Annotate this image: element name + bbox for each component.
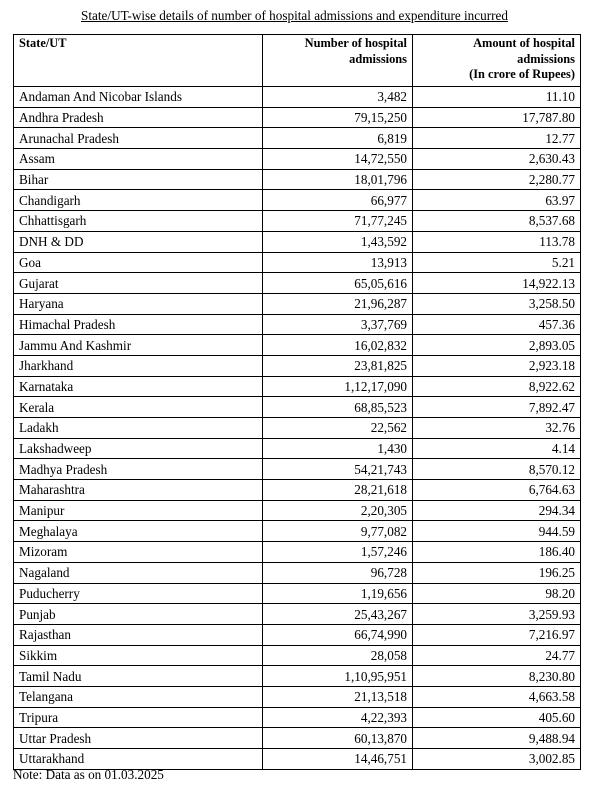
cell-admissions: 28,21,618 — [263, 480, 413, 501]
cell-state: Uttar Pradesh — [14, 728, 263, 749]
table-row — [14, 583, 581, 604]
header-admissions-line1: Number of hospital — [304, 36, 407, 50]
cell-amount: 4,663.58 — [413, 686, 581, 707]
table-title: State/UT-wise details of number of hospital admissions and expenditure incurred — [81, 8, 508, 23]
table-row — [14, 252, 581, 273]
cell-amount: 17,787.80 — [413, 107, 581, 128]
cell-state: Maharashtra — [14, 480, 263, 501]
cell-amount: 5.21 — [413, 252, 581, 273]
cell-state: Karnataka — [14, 376, 263, 397]
cell-admissions: 68,85,523 — [263, 397, 413, 418]
table-row — [14, 728, 581, 749]
cell-admissions: 1,12,17,090 — [263, 376, 413, 397]
footnote: Note: Data as on 01.03.2025 — [13, 767, 164, 782]
cell-state: Punjab — [14, 604, 263, 625]
table-row — [14, 480, 581, 501]
cell-amount: 8,570.12 — [413, 459, 581, 480]
cell-state: Mizoram — [14, 542, 263, 563]
cell-amount: 3,259.93 — [413, 604, 581, 625]
cell-admissions: 18,01,796 — [263, 169, 413, 190]
cell-admissions: 1,430 — [263, 438, 413, 459]
cell-admissions: 54,21,743 — [263, 459, 413, 480]
table-row — [14, 128, 581, 149]
table-row — [14, 376, 581, 397]
cell-amount: 24.77 — [413, 645, 581, 666]
header-amount-line3: (In crore of Rupees) — [469, 67, 575, 81]
cell-amount: 12.77 — [413, 128, 581, 149]
cell-state: Chandigarh — [14, 190, 263, 211]
cell-admissions: 3,37,769 — [263, 314, 413, 335]
cell-state: Telangana — [14, 686, 263, 707]
cell-state: Jammu And Kashmir — [14, 335, 263, 356]
cell-admissions: 66,977 — [263, 190, 413, 211]
cell-admissions: 16,02,832 — [263, 335, 413, 356]
cell-state: Andhra Pradesh — [14, 107, 263, 128]
table-row — [14, 211, 581, 232]
cell-state: Rajasthan — [14, 624, 263, 645]
cell-amount: 7,216.97 — [413, 624, 581, 645]
cell-admissions: 60,13,870 — [263, 728, 413, 749]
table-row — [14, 169, 581, 190]
cell-amount: 405.60 — [413, 707, 581, 728]
cell-state: Ladakh — [14, 418, 263, 439]
cell-state: Assam — [14, 149, 263, 170]
table-body — [14, 87, 581, 770]
cell-amount: 11.10 — [413, 87, 581, 108]
cell-amount: 196.25 — [413, 562, 581, 583]
cell-state: Jharkhand — [14, 355, 263, 376]
cell-state: Nagaland — [14, 562, 263, 583]
cell-state: Kerala — [14, 397, 263, 418]
table-header — [14, 35, 581, 87]
table-row — [14, 500, 581, 521]
table-row — [14, 397, 581, 418]
table-row — [14, 190, 581, 211]
table-row — [14, 87, 581, 108]
cell-amount: 8,537.68 — [413, 211, 581, 232]
cell-admissions: 2,20,305 — [263, 500, 413, 521]
cell-state: Uttarakhand — [14, 749, 263, 770]
table-row — [14, 335, 581, 356]
table-row — [14, 314, 581, 335]
cell-amount: 14,922.13 — [413, 273, 581, 294]
cell-state: Madhya Pradesh — [14, 459, 263, 480]
cell-state: Sikkim — [14, 645, 263, 666]
table-row — [14, 624, 581, 645]
table-row — [14, 604, 581, 625]
cell-state: Bihar — [14, 169, 263, 190]
table-row — [14, 542, 581, 563]
cell-amount: 8,230.80 — [413, 666, 581, 687]
cell-admissions: 14,46,751 — [263, 749, 413, 770]
table-row — [14, 707, 581, 728]
cell-state: Meghalaya — [14, 521, 263, 542]
table-row — [14, 459, 581, 480]
cell-admissions: 4,22,393 — [263, 707, 413, 728]
cell-amount: 3,002.85 — [413, 749, 581, 770]
table-row — [14, 686, 581, 707]
cell-admissions: 21,96,287 — [263, 293, 413, 314]
cell-admissions: 79,15,250 — [263, 107, 413, 128]
cell-state: Tamil Nadu — [14, 666, 263, 687]
table-row — [14, 355, 581, 376]
cell-amount: 2,280.77 — [413, 169, 581, 190]
cell-admissions: 28,058 — [263, 645, 413, 666]
cell-admissions: 1,43,592 — [263, 231, 413, 252]
cell-admissions: 1,19,656 — [263, 583, 413, 604]
cell-admissions: 25,43,267 — [263, 604, 413, 625]
cell-admissions: 66,74,990 — [263, 624, 413, 645]
cell-amount: 2,893.05 — [413, 335, 581, 356]
table-row — [14, 273, 581, 294]
cell-state: Tripura — [14, 707, 263, 728]
cell-state: Gujarat — [14, 273, 263, 294]
cell-amount: 944.59 — [413, 521, 581, 542]
table-row — [14, 521, 581, 542]
cell-amount: 6,764.63 — [413, 480, 581, 501]
cell-amount: 457.36 — [413, 314, 581, 335]
cell-amount: 98.20 — [413, 583, 581, 604]
cell-amount: 2,923.18 — [413, 355, 581, 376]
cell-state: Andaman And Nicobar Islands — [14, 87, 263, 108]
cell-amount: 7,892.47 — [413, 397, 581, 418]
cell-amount: 294.34 — [413, 500, 581, 521]
header-amount-line1: Amount of hospital — [473, 36, 575, 50]
cell-amount: 32.76 — [413, 418, 581, 439]
cell-admissions: 9,77,082 — [263, 521, 413, 542]
cell-amount: 9,488.94 — [413, 728, 581, 749]
cell-admissions: 13,913 — [263, 252, 413, 273]
cell-state: Goa — [14, 252, 263, 273]
cell-admissions: 1,10,95,951 — [263, 666, 413, 687]
cell-state: Haryana — [14, 293, 263, 314]
cell-state: Puducherry — [14, 583, 263, 604]
admissions-table — [13, 34, 581, 770]
header-amount-line2: admissions — [517, 51, 575, 66]
header-admissions-line2: admissions — [349, 51, 407, 66]
cell-amount: 113.78 — [413, 231, 581, 252]
cell-admissions: 71,77,245 — [263, 211, 413, 232]
header-amount — [413, 35, 581, 87]
cell-admissions: 96,728 — [263, 562, 413, 583]
cell-amount: 63.97 — [413, 190, 581, 211]
header-row — [14, 35, 581, 87]
cell-admissions: 21,13,518 — [263, 686, 413, 707]
cell-state: Arunachal Pradesh — [14, 128, 263, 149]
table-row — [14, 107, 581, 128]
cell-state: Himachal Pradesh — [14, 314, 263, 335]
header-state: State/UT — [14, 35, 263, 87]
table-row — [14, 418, 581, 439]
table-row — [14, 149, 581, 170]
table-row — [14, 562, 581, 583]
table-row — [14, 231, 581, 252]
cell-admissions: 22,562 — [263, 418, 413, 439]
header-admissions — [263, 35, 413, 87]
cell-admissions: 65,05,616 — [263, 273, 413, 294]
cell-amount: 3,258.50 — [413, 293, 581, 314]
table-row — [14, 438, 581, 459]
cell-admissions: 14,72,550 — [263, 149, 413, 170]
table-row — [14, 293, 581, 314]
cell-amount: 4.14 — [413, 438, 581, 459]
cell-amount: 8,922.62 — [413, 376, 581, 397]
cell-admissions: 23,81,825 — [263, 355, 413, 376]
cell-state: Manipur — [14, 500, 263, 521]
cell-state: DNH & DD — [14, 231, 263, 252]
cell-admissions: 6,819 — [263, 128, 413, 149]
cell-amount: 186.40 — [413, 542, 581, 563]
cell-state: Chhattisgarh — [14, 211, 263, 232]
cell-state: Lakshadweep — [14, 438, 263, 459]
cell-amount: 2,630.43 — [413, 149, 581, 170]
table-row — [14, 666, 581, 687]
cell-admissions: 3,482 — [263, 87, 413, 108]
table-row — [14, 645, 581, 666]
cell-admissions: 1,57,246 — [263, 542, 413, 563]
